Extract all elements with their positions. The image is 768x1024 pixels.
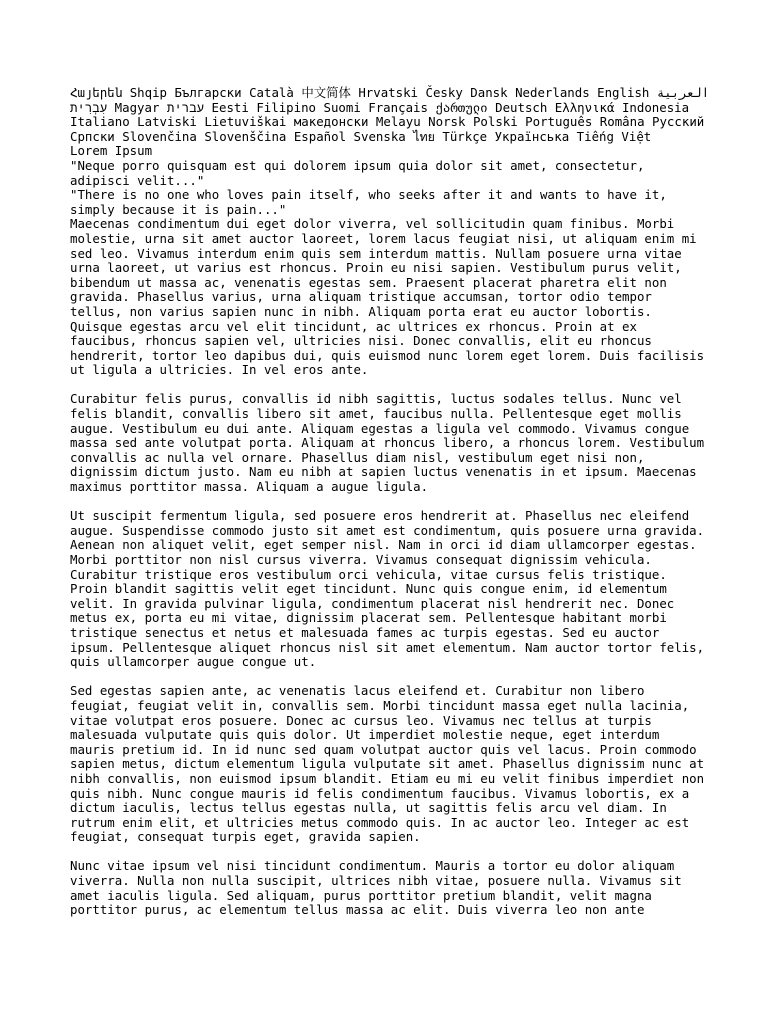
language-link-spanish[interactable]: Español bbox=[293, 128, 347, 144]
language-link-indonesian[interactable]: Indonesia bbox=[621, 99, 690, 115]
language-link-estonian[interactable]: Eesti bbox=[211, 99, 249, 115]
language-link-italian[interactable]: Italiano bbox=[70, 114, 130, 130]
language-link-chinese[interactable]: 中文简体 bbox=[301, 85, 351, 100]
language-link-czech[interactable]: Česky bbox=[425, 85, 463, 100]
language-link-dutch[interactable]: Nederlands bbox=[515, 85, 590, 100]
language-link-macedonian[interactable]: македонски bbox=[293, 114, 369, 130]
language-link-latvian[interactable]: Latviski bbox=[137, 114, 197, 130]
body-paragraph: Nunc vitae ipsum vel nisi tincidunt condimentum. Mauris a tortor eu dolor aliquam viverra. Nulla non nulla suscipit, ultrices nibh vitae, posuere nulla. Vivamus sit amet iaculis ligula. Sed aliquam, purus porttitor pretium blandit, velit magna porttitor purus, ac elementum tellus massa ac elit. Duis viverra leo non ante bbox=[70, 858, 682, 918]
document-title: Lorem Ipsum bbox=[70, 143, 153, 159]
language-link-english[interactable]: English bbox=[597, 85, 650, 100]
language-link-norwegian[interactable]: Norsk bbox=[428, 114, 466, 130]
language-link-polish[interactable]: Polski bbox=[472, 114, 518, 130]
language-link-hebrew[interactable]: עברית bbox=[166, 99, 205, 115]
body-paragraph: Ut suscipit fermentum ligula, sed posuere eros hendrerit at. Phasellus nec eleifend augue. Suspendisse commodo justo sit amet est condimentum, quis posuere urna gravida. Aenean non aliquet velit, eget semper nisl. Nam in orci id diam ullamcorper egestas. Morbi porttitor non nisl cursus viverra. Vivamus consequat dignissim vehicula. Curabitur tristique eros vestibulum orci vehicula, vitae cursus felis tristique. Proin blandit sagittis velit eget tincidunt. Nunc quis congue enim, id elementum velit. In gravida pulvinar ligula, condimentum placerat nisl hendrerit nec. Donec metus ex, porta eu mi vitae, dignissim placerat sem. Pellentesque habitant morbi tristique senectus et netus et malesuada fames ac turpis egestas. Sed eu auctor ipsum. Pellentesque aliquet rhoncus nisl sit amet elementum. Nam auctor tortor felis, quis ullamcorper augue congue ut. bbox=[70, 508, 705, 670]
language-link-romanian[interactable]: Româna bbox=[599, 114, 645, 130]
language-link-malay[interactable]: Melayu bbox=[375, 114, 421, 130]
language-link-filipino[interactable]: Filipino bbox=[256, 99, 317, 115]
language-link-vietnamese[interactable]: Tiếng Việt bbox=[576, 128, 652, 144]
document-page bbox=[70, 86, 710, 932]
language-link-thai[interactable]: ไทย bbox=[413, 128, 435, 144]
english-quote: "There is no one who loves pain itself, who seeks after it and wants to have it, simply because it is pain..." bbox=[70, 187, 667, 217]
body-paragraph: Sed egestas sapien ante, ac venenatis lacus eleifend et. Curabitur non libero feugiat, feugiat velit in, convallis sem. Morbi tincidunt massa eget nulla lacinia, vitae volutpat eros posuere. Donec ac cursus leo. Vivamus nec tellus at turpis malesuada vulputate quis quis dolor. Ut imperdiet molestie neque, eget interdum mauris pretium id. In id nunc sed quam volutpat auctor quis vel lacus. Proin commodo sapien metus, dictum elementum ligula vulputate sit amet. Phasellus dignissim nunc at nibh convallis, non euismod ipsum blandit. Etiam eu mi eu velit finibus imperdiet non quis nibh. Nunc congue mauris id felis condimentum faucibus. Vivamus lobortis, ex a dictum iaculis, lectus tellus egestas nulla, ut sagittis felis arcu vel diam. In rutrum enim elit, et ultricies metus commodo quis. In ac auctor leo. Integer ac est feugiat, consequat turpis eget, gravida sapien. bbox=[70, 683, 705, 845]
language-link-bulgarian[interactable]: Български bbox=[174, 85, 242, 100]
latin-quote: "Neque porro quisquam est qui dolorem ipsum quia dolor sit amet, consectetur, adipisci velit..." bbox=[70, 157, 645, 188]
language-link-russian[interactable]: Русский bbox=[652, 114, 705, 130]
language-link-ukrainian[interactable]: Українська bbox=[494, 128, 570, 144]
language-link-arabic[interactable]: العربية bbox=[656, 85, 710, 100]
language-link-albanian[interactable]: Shqip bbox=[129, 85, 167, 100]
language-link-german[interactable]: Deutsch bbox=[495, 99, 548, 115]
language-link-serbian[interactable]: Српски bbox=[70, 128, 115, 144]
language-link-catalan[interactable]: Català bbox=[249, 85, 294, 100]
language-link-danish[interactable]: Dansk bbox=[470, 85, 508, 100]
language-bar bbox=[70, 86, 710, 144]
language-link-french[interactable]: Français bbox=[368, 99, 428, 115]
body-paragraph: Maecenas condimentum dui eget dolor viverra, vel sollicitudin quam finibus. Morbi molestie, urna sit amet auctor laoreet, lorem lacus feugiat nisi, ut aliquam enim mi sed leo. Vivamus interdum enim quis sem interdum mattis. Nullam posuere urna vitae urna laoreet, ut varius est rhoncus. Proin eu nisi sapien. Vestibulum purus velit, bibendum ut massa ac, venenatis egestas sem. Praesent placerat pharetra elit non gravida. Phasellus varius, urna aliquam tristique accumsan, tortor odio tempor tellus, non varius sapien nunc in nibh. Aliquam porta erat eu auctor lobortis. Quisque egestas arcu vel elit tincidunt, ac ultrices ex rhoncus. Proin at ex faucibus, rhoncus sapien vel, ultricies nisi. Donec convallis, elit eu rhoncus hendrerit, tortor leo dapibus dui, quis euismod nunc lorem eget lorem. Duis facilisis ut ligula a ultricies. In vel eros ante. bbox=[70, 216, 705, 378]
language-link-hungarian[interactable]: Magyar bbox=[114, 99, 160, 115]
language-link-slovenian[interactable]: Slovenščina bbox=[204, 128, 287, 144]
language-link-turkish[interactable]: Türkçe bbox=[442, 128, 488, 144]
language-link-slovak[interactable]: Slovenčina bbox=[122, 128, 197, 144]
language-link-croatian[interactable]: Hrvatski bbox=[358, 85, 419, 100]
language-link-georgian[interactable]: ქართული bbox=[435, 99, 488, 115]
language-link-swedish[interactable]: Svenska bbox=[353, 128, 406, 144]
language-link-portuguese[interactable]: Português bbox=[525, 114, 593, 130]
language-link-hebrew-pointed[interactable]: עִבְרִית bbox=[70, 99, 108, 115]
language-link-lithuanian[interactable]: Lietuviškai bbox=[204, 114, 287, 130]
language-link-armenian[interactable]: Հայերեն bbox=[70, 85, 123, 100]
body-paragraph: Curabitur felis purus, convallis id nibh sagittis, luctus sodales tellus. Nunc vel felis blandit, convallis libero sit amet, faucibus nulla. Pellentesque eget mollis augue. Vestibulum eu dui ante. Aliquam egestas a ligula vel commodo. Vivamus congue massa sed ante volutpat porta. Aliquam at rhoncus libero, a rhoncus lorem. Vestibulum convallis ac nulla vel ornare. Phasellus diam nisl, vestibulum eget nisi non, dignissim dictum justo. Nam eu nibh at sapien luctus venenatis in et ipsum. Maecenas maximus porttitor massa. Aliquam a augue ligula. bbox=[70, 391, 705, 495]
language-link-finnish[interactable]: Suomi bbox=[323, 99, 361, 115]
language-link-greek[interactable]: Ελληνικά bbox=[554, 99, 615, 115]
